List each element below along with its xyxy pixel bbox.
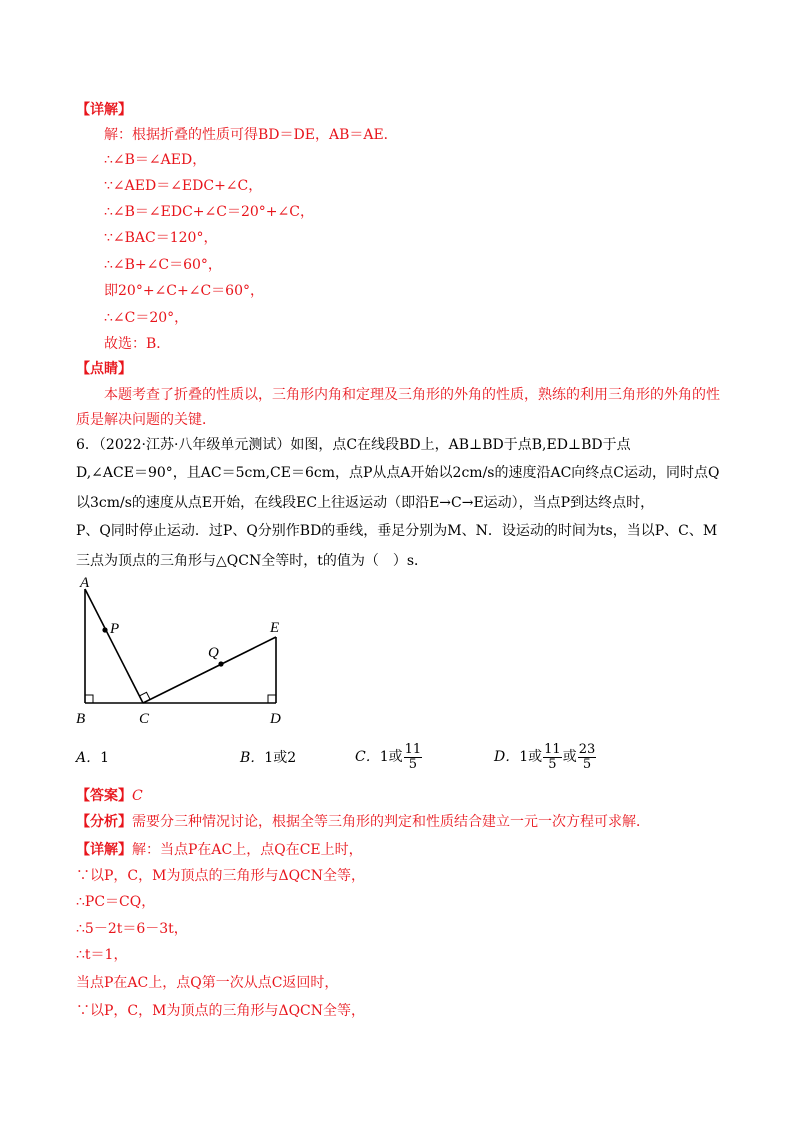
solution-line: ∴∠C＝20°， — [104, 310, 189, 326]
question-line-1: 6．（2022·江苏·八年级单元测试）如图，点C在线段BD上，AB⊥BD于点B,ED⊥BD于点 — [76, 437, 631, 453]
solution-line: ∵∠BAC＝120°， — [104, 230, 218, 246]
answer-value: C — [132, 788, 143, 804]
solution-line: ∴∠B＝∠AED， — [104, 152, 207, 168]
solution-line: ∴∠B＝∠EDC+∠C＝20°+∠C， — [104, 204, 314, 220]
option-b-letter: B． — [240, 750, 265, 766]
point-p — [102, 627, 107, 632]
analysis-heading: 【分析】 — [76, 814, 132, 830]
question-line-4: P、Q同时停止运动．过P、Q分别作BD的垂线，垂足分别为M、N．设运动的时间为ts，当以P、C、M — [76, 523, 718, 539]
label-c: C — [139, 711, 150, 727]
solution-line: ∴∠B+∠C＝60°， — [104, 257, 222, 273]
answer-line — [76, 786, 143, 806]
option-d-fraction-2 — [578, 743, 597, 772]
fraction-denominator: 5 — [582, 756, 592, 772]
option-a-letter: A． — [76, 750, 101, 766]
label-p: P — [110, 621, 120, 637]
detail-line-2: ∵以P，C，M为顶点的三角形与ΔQCN全等， — [76, 868, 366, 884]
option-d-fraction-1 — [543, 743, 562, 772]
option-d-mid: 或 — [562, 749, 577, 765]
option-b — [240, 748, 296, 768]
solution-line: ∵∠AED＝∠EDC+∠C， — [104, 178, 263, 194]
dianjing-heading: 【点睛】 — [76, 361, 132, 377]
segment-ac — [85, 589, 143, 703]
detail-line-7: ∵以P，C，M为顶点的三角形与ΔQCN全等， — [76, 1003, 366, 1019]
label-b: B — [76, 711, 86, 727]
detail-heading-1: 【详解】 — [76, 102, 132, 118]
detail-line-1 — [76, 840, 363, 860]
detail-text: 解：当点P在AC上，点Q在CE上时， — [132, 842, 363, 858]
geometry-figure — [70, 575, 310, 730]
right-angle-d — [268, 695, 276, 703]
detail-line-3: ∴PC＝CQ， — [76, 894, 156, 910]
detail-line-6: 当点P在AC上，点Q第一次从点C返回时， — [76, 975, 339, 991]
option-b-text: 1或2 — [264, 750, 297, 766]
option-c-fraction — [404, 743, 423, 772]
option-d-letter: D． — [494, 749, 520, 765]
detail-line-5: ∴t＝1， — [76, 947, 128, 963]
option-c-prefix: 1或 — [379, 749, 403, 765]
option-a — [76, 748, 109, 768]
question-line-5: 三点为顶点的三角形与△QCN全等时，t的值为（ ）s． — [76, 553, 429, 569]
right-angle-b — [85, 695, 93, 703]
option-c-letter: C． — [355, 749, 380, 765]
question-line-2: D,∠ACE＝90°，且AC＝5cm,CE＝6cm，点P从点A开始以2cm/s的速度沿AC向终点C运动，同时点Q — [76, 465, 720, 481]
fraction-denominator: 5 — [408, 756, 418, 772]
fraction-numerator: 23 — [578, 741, 596, 757]
detail-line-4: ∴5－2t＝6－3t， — [76, 921, 188, 937]
option-a-text: 1 — [100, 750, 110, 766]
solution-line: 即20°+∠C+∠C＝60°， — [104, 283, 264, 299]
dianjing-text-2: 质是解决问题的关键． — [76, 412, 216, 428]
label-e: E — [270, 620, 280, 636]
option-c — [355, 740, 423, 774]
option-d — [494, 740, 597, 774]
label-d: D — [270, 711, 281, 727]
analysis-text: 需要分三种情况讨论，根据全等三角形的判定和性质结合建立一元一次方程可求解． — [132, 814, 650, 830]
answer-heading: 【答案】 — [76, 788, 132, 804]
label-q: Q — [208, 645, 219, 661]
fraction-numerator: 11 — [544, 741, 561, 757]
solution-line: 故选：B． — [104, 336, 171, 352]
fraction-numerator: 11 — [404, 741, 422, 757]
dianjing-text-1: 本题考查了折叠的性质以，三角形内角和定理及三角形的外角的性质，熟练的利用三角形的外角的性 — [104, 387, 720, 403]
question-line-3: 以3cm/s的速度从点E开始，在线段EC上往返运动（即沿E→C→E运动），当点P到达终点时， — [76, 495, 655, 511]
analysis-line — [76, 812, 650, 832]
detail-heading-2: 【详解】 — [76, 842, 132, 858]
fraction-denominator: 5 — [548, 756, 557, 772]
solution-line: 解：根据折叠的性质可得BD＝DE，AB＝AE． — [104, 127, 398, 143]
option-d-prefix: 1或 — [519, 749, 543, 765]
label-a: A — [80, 575, 90, 591]
point-q — [218, 661, 223, 666]
